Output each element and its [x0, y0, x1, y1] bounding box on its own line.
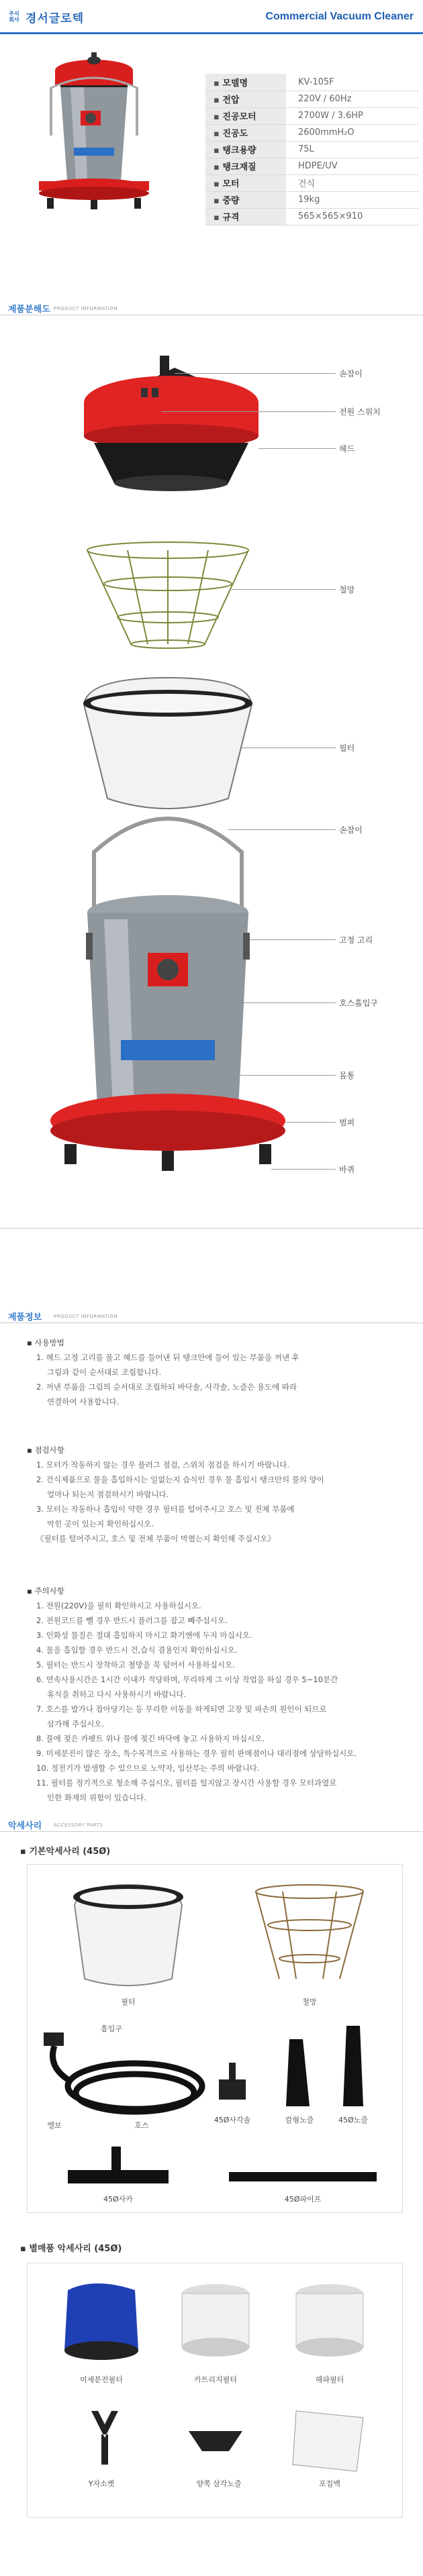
- label-body: 몸통: [339, 1071, 355, 1080]
- acc-square-brush: 45Ø사각솔: [214, 2116, 251, 2124]
- inspection-line: 《필터를 털어주시고, 호스 및 전체 부품이 막혔는지 확인해 주십시오》: [36, 1534, 275, 1543]
- acc-floor-tool: 45Ø사카: [103, 2195, 133, 2204]
- caution-line: 휴식을 취하고 다시 사용하시기 바랍니다.: [47, 1690, 187, 1699]
- caution-line: 4. 물을 흡입할 경우 반드시 건,습식 겸용인지 확인하십시오.: [36, 1645, 238, 1655]
- basic-accessories-title: ▪ 기본악세사리 (45Ø): [20, 1844, 110, 1857]
- basic-accessories-illustration: [28, 1865, 402, 2212]
- spec-row: ▪ 규격 565×565×910: [205, 208, 419, 225]
- caution-title: ▪ 주의사항: [27, 1584, 403, 1598]
- leader-line: [232, 589, 336, 590]
- acc-collection-bag: 포집백: [319, 2479, 340, 2488]
- inspection-title: ▪ 점검사항: [27, 1443, 403, 1457]
- inspection-line: 3. 모터는 작동하나 흡입이 약한 경우 필터를 털어주시고 호스 및 전체 부품에: [36, 1504, 295, 1514]
- logo-mark: 주식 회사: [9, 11, 19, 23]
- acc-crevice: 칼형노즐: [285, 2116, 314, 2124]
- caution-line: 삼가해 주십시오.: [47, 1719, 105, 1729]
- acc-hepa-filter: 헤파필터: [315, 2375, 344, 2384]
- spec-row: ▪ 모델명 KV-105F: [205, 74, 419, 91]
- label-hose-inlet: 호스흡입구: [339, 998, 378, 1008]
- leader-line: [271, 1169, 336, 1170]
- acc-double-nozzle: 양쪽 삼각노즐: [196, 2479, 242, 2488]
- product-category-title: Commercial Vacuum Cleaner: [265, 11, 414, 22]
- leader-line: [228, 829, 336, 830]
- usage-title: ▪ 사용방법: [27, 1335, 403, 1350]
- caution-line: 10. 정전기가 발생할 수 있으므로 노약자, 임산부는 주의 바랍니다.: [36, 1763, 260, 1773]
- leader-line: [258, 448, 336, 449]
- caution-line: 11. 필터를 정기적으로 청소해 주십시오, 필터를 털지않고 장시간 사용할 경우 모터과열로: [36, 1778, 337, 1788]
- acc-elbow: 엘보: [47, 2121, 62, 2130]
- leader-line: [188, 1002, 336, 1003]
- exploded-diagram: [0, 329, 423, 1201]
- company-logo[interactable]: [5, 7, 84, 27]
- caution-line: 8. 물에 젖은 카펫트 위나 물에 젖긴 바닥에 놓고 사용하지 마십시오.: [36, 1734, 265, 1743]
- spec-row: ▪ 진공모터 2700W / 3.6HP: [205, 107, 419, 124]
- acc-cartridge-filter: 카트리지필터: [194, 2375, 237, 2384]
- section-divider: [0, 1228, 423, 1229]
- acc-nozzle: 45Ø노즐: [338, 2116, 368, 2124]
- leader-line: [161, 411, 336, 412]
- acc-cage: 철망: [302, 1998, 317, 2006]
- usage-line: 1. 헤드 고정 고리를 풀고 헤드를 들어낸 뒤 탱크안에 들어 있는 부품을 꺼낸 후: [36, 1353, 299, 1362]
- caution-line: 5. 필터는 반드시 장착하고 철망을 꼭 덮어서 사용하십시오.: [36, 1660, 235, 1669]
- vacuum-product-image: [20, 47, 168, 221]
- optional-accessories-title: ▪ 별매품 악세사리 (45Ø): [20, 2241, 122, 2254]
- label-clamp: 고정 고리: [339, 935, 373, 945]
- usage-line: 연결하여 사용합니다.: [47, 1397, 120, 1406]
- label-head: 헤드: [339, 444, 355, 454]
- caution-line: 3. 인화성 물질은 절대 흡입하지 마시고 화기엔에 두지 마십시오.: [36, 1631, 252, 1640]
- caution-line: 인한 화재의 위험이 있습니다.: [47, 1793, 146, 1802]
- leader-line: [238, 1075, 336, 1076]
- page-header: [0, 0, 423, 38]
- inspection-line: 얼마나 되는지 점검하시기 바랍니다.: [47, 1490, 169, 1499]
- caution-line: 2. 전원코드를 뺄 경우 반드시 플러그를 잡고 빼주십시오.: [36, 1616, 228, 1625]
- diagram-illustration: [0, 329, 423, 1201]
- label-power-switch: 전원 스위치: [339, 407, 381, 417]
- spec-table: [205, 74, 419, 225]
- diagram-section-header: 제품분해도 PRODUCT INFORMATION: [0, 301, 423, 315]
- leader-line: [285, 1122, 336, 1123]
- caution-line: 7. 호스를 발가나 잡아당기는 등 무리한 이동을 하게되면 고장 및 파손의 원인이 되므로: [36, 1704, 327, 1714]
- acc-hose: 호스: [134, 2121, 149, 2130]
- acc-micro-filter: 미세분진필터: [80, 2375, 123, 2384]
- label-handle-top: 손잡이: [339, 369, 363, 378]
- spec-row: ▪ 탱크재질 HDPE/UV: [205, 158, 419, 174]
- label-filter: 필터: [339, 743, 355, 753]
- spec-row: ▪ 중량 19kg: [205, 191, 419, 208]
- inspection-line: 1. 모터가 작동하지 않는 경우 플러그 점검, 스위치 점검을 하시기 바랍니다.: [36, 1460, 289, 1470]
- acc-pipe: 45Ø파이프: [284, 2195, 322, 2204]
- inspection-notes: [27, 1443, 403, 1546]
- label-wire-cage: 철망: [339, 585, 355, 595]
- info-section-header: 제품정보 PRODUCT INFORMATION: [0, 1308, 423, 1323]
- basic-accessories-panel: [27, 1864, 403, 2213]
- usage-line: 그림과 같이 순서대로 조립합니다.: [47, 1368, 162, 1377]
- usage-line: 2. 꺼낸 부품을 그림의 순서대로 조립하되 바닥솔, 사각솔, 노즐은 용도에 따라: [36, 1382, 297, 1392]
- leader-line: [175, 373, 336, 374]
- spec-row: ▪ 탱크용량 75L: [205, 141, 419, 158]
- inspection-line: 막힌 곳이 있는지 확인하십시오.: [47, 1519, 154, 1529]
- spec-row: ▪ 모터 건식: [205, 174, 419, 191]
- label-wheel: 바퀴: [339, 1165, 355, 1174]
- accessories-section-header: 악세사리 ACCESSORY PARTS: [0, 1817, 423, 1832]
- acc-filter: 필터: [121, 1998, 136, 2006]
- acc-y-socket: Y자소켓: [88, 2479, 115, 2488]
- label-bumper: 범퍼: [339, 1118, 355, 1127]
- header-divider: [0, 32, 423, 34]
- inspection-line: 2. 건식제품으로 물을 흡입하시는 일없는지 습식인 경우 물 흡입시 탱크안의 물의 양이: [36, 1475, 324, 1484]
- spec-row: ▪ 전압 220V / 60Hz: [205, 91, 419, 107]
- caution-line: 1. 전원(220V)을 필히 확인하시고 사용하십시오.: [36, 1601, 201, 1610]
- optional-accessories-panel: [27, 2263, 403, 2518]
- label-handle: 손잡이: [339, 825, 363, 835]
- caution-line: 9. 미세분진이 많은 장소, 특수목적으로 사용하는 경우 필히 판매점이나 대리점에 상담하십시오.: [36, 1749, 357, 1758]
- acc-inlet: 흡입구: [101, 2024, 122, 2033]
- usage-notes: [27, 1335, 403, 1409]
- caution-notes: [27, 1584, 403, 1805]
- caution-line: 6. 연속사용시간은 1시간 이내가 적당하며, 무리하게 그 이상 작업을 하실 경우 5~10분간: [36, 1675, 338, 1684]
- logo-text: 경서글로텍: [26, 11, 85, 25]
- spec-area: [0, 40, 423, 235]
- spec-row: ▪ 진공도 2600mmH₂O: [205, 124, 419, 141]
- leader-line: [250, 939, 336, 940]
